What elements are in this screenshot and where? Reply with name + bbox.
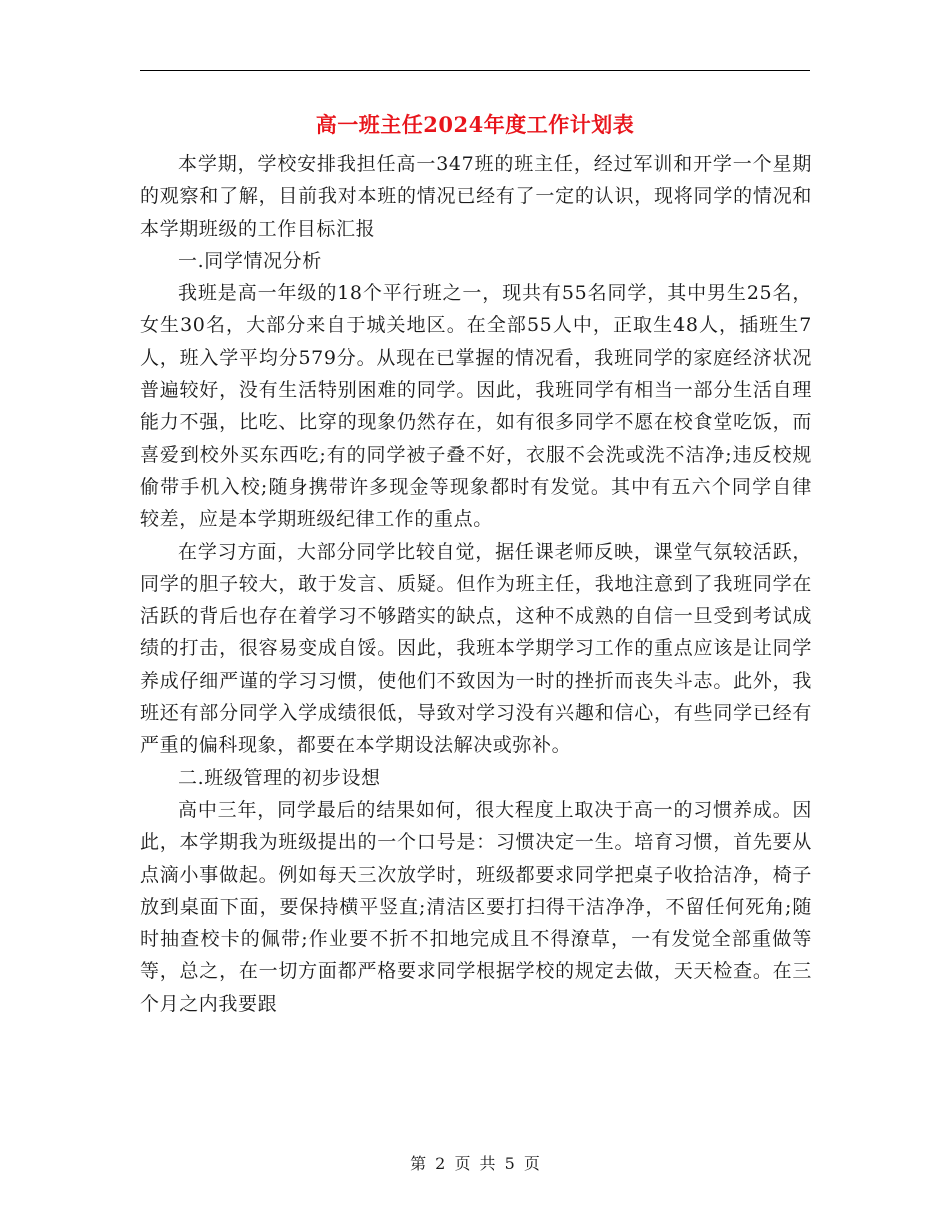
section-heading-student-analysis: 一.同学情况分析 (178, 249, 322, 272)
intro-paragraph: 本学期，学校安排我担任高一347班的班主任，经过军训和开学一个星期的观察和了解，目前我对本班的情况已经有了一定的认识，现将同学的情况和本学期班级的工作目标汇报 (140, 153, 812, 240)
document-title: 高一班主任2024年度工作计划表 (315, 112, 635, 137)
student-analysis-paragraph: 我班是高一年级的18个平行班之一，现共有55名同学，其中男生25名，女生30名，大部分来自于城关地区。在全部55人中，正取生48人，插班生7人，班入学平均分579分。从现在已掌握的情况看，我班同学的家庭经济状况普遍较好，没有生活特别困难的同学。因此，我班同学有相当一部分生活自理能力不强，比吃、比穿的现象仍然存在，如有很多同学不愿在校食堂吃饭，而喜爱到校外买东西吃;有的同学被子叠不好，衣服不会洗或洗不洁净;违反校规偷带手机入校;随身携带许多现金等现象都时有发觉。其中有五六个同学自律较差，应是本学期班级纪律工作的重点。 (140, 282, 812, 531)
header-rule (140, 70, 810, 71)
section-heading-class-management: 二.班级管理的初步设想 (178, 766, 381, 789)
study-paragraph: 在学习方面，大部分同学比较自觉，据任课老师反映，课堂气氛较活跃，同学的胆子较大，敢于发言、质疑。但作为班主任，我地注意到了我班同学在活跃的背后也存在着学习不够踏实的缺点，这种不成熟的自信一旦受到考试成绩的打击，很容易变成自馁。因此，我班本学期学习工作的重点应该是让同学养成仔细严谨的学习习惯，使他们不致因为一时的挫折而丧失斗志。此外，我班还有部分同学入学成绩很低，导致对学习没有兴趣和信心，有些同学已经有严重的偏科现象，都要在本学期设法解决或弥补。 (140, 540, 812, 757)
document-body (140, 148, 812, 1020)
class-management-paragraph: 高中三年，同学最后的结果如何，很大程度上取决于高一的习惯养成。因此，本学期我为班级提出的一个口号是：习惯决定一生。培育习惯，首先要从点滴小事做起。例如每天三次放学时，班级都要求同学把桌子收拾洁净，椅子放到桌面下面，要保持横平竖直;清洁区要打扫得干洁净净，不留任何死角;随时抽查校卡的佩带;作业要不折不扣地完成且不得潦草，一有发觉全部重做等等，总之，在一切方面都严格要求同学根据学校的规定去做，天天检查。在三个月之内我要跟 (140, 798, 812, 1015)
page-number: 第 2 页 共 5 页 (410, 1154, 540, 1173)
